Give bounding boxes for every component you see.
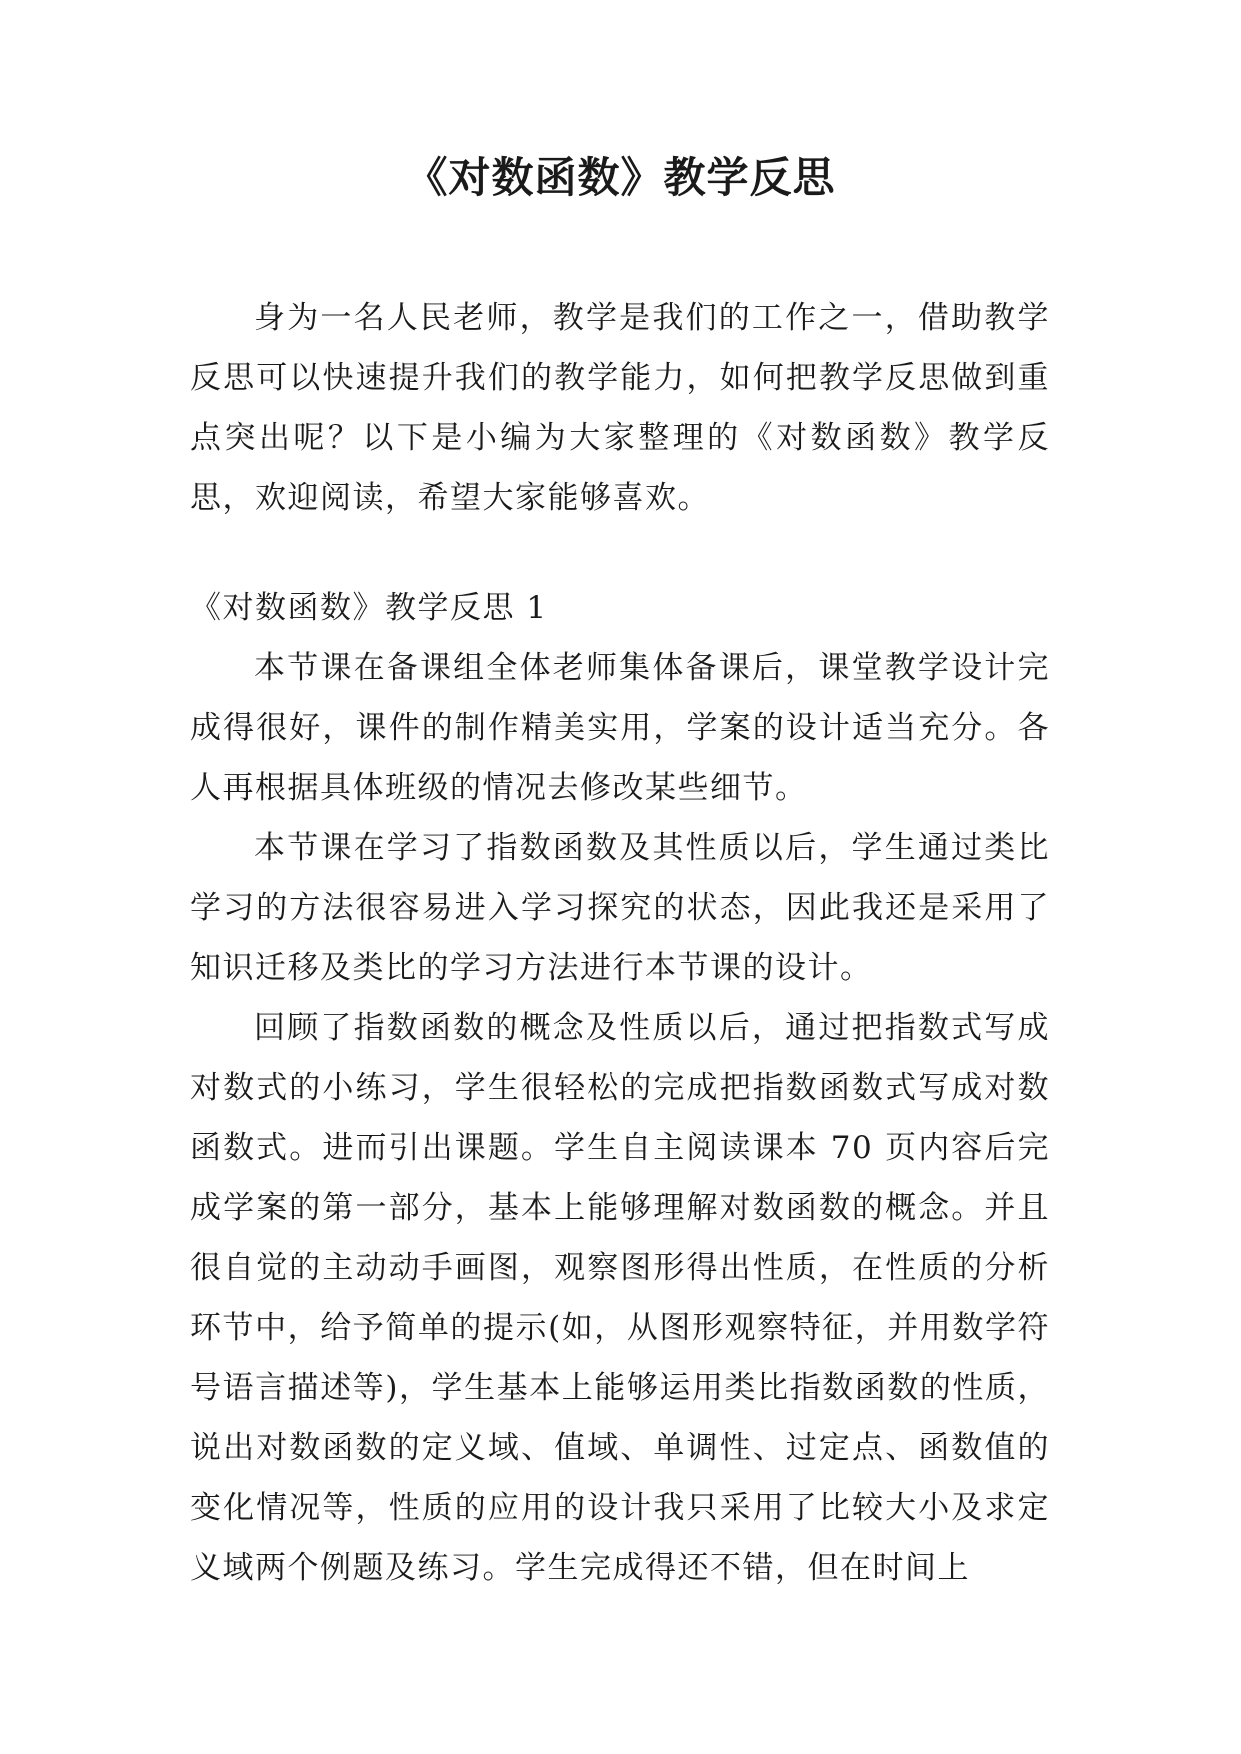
- section-heading: 《对数函数》教学反思 1: [190, 590, 548, 626]
- body-paragraph: 本节课在学习了指数函数及其性质以后，学生通过类比学习的方法很容易进入学习探究的状态，因此我还是采用了知识迁移及类比的学习方法进行本节课的设计。: [190, 830, 1050, 986]
- document-title: 《对数函数》教学反思: [405, 153, 836, 202]
- body-paragraph: 本节课在备课组全体老师集体备课后，课堂教学设计完成得很好，课件的制作精美实用，学案的设计适当充分。各人再根据具体班级的情况去修改某些细节。: [190, 650, 1050, 806]
- body-paragraph: 回顾了指数函数的概念及性质以后，通过把指数式写成对数式的小练习，学生很轻松的完成把指数函数式写成对数函数式。进而引出课题。学生自主阅读课本 70 页内容后完成学案的第一部分，基本上能够理解对数函数的概念。并且很自觉的主动动手画图，观察图形得出性质，在性质的分析环节中，给予简单的提示(如，从图形观察特征，并用数学符号语言描述等)，学生基本上能够运用类比指数函数的性质，说出对数函数的定义域、值域、单调性、过定点、函数值的变化情况等，性质的应用的设计我只采用了比较大小及求定义域两个例题及练习。学生完成得还不错，但在时间上: [190, 1010, 1050, 1586]
- intro-paragraph: 身为一名人民老师，教学是我们的工作之一，借助教学反思可以快速提升我们的教学能力，如何把教学反思做到重点突出呢？以下是小编为大家整理的《对数函数》教学反思，欢迎阅读，希望大家能够喜欢。: [190, 300, 1050, 516]
